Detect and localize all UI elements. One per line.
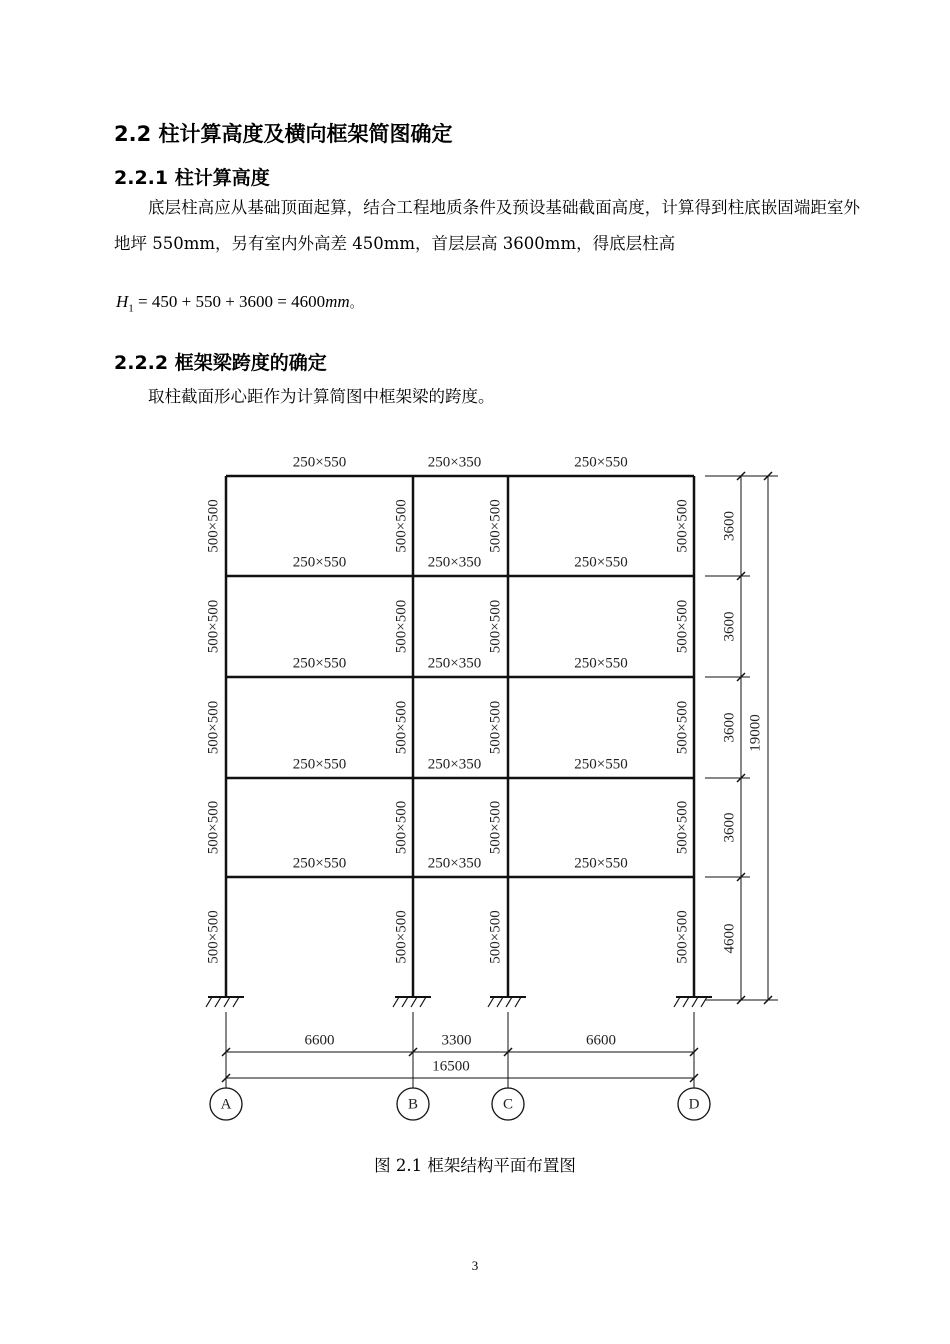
axis-label-C: C	[502, 1096, 514, 1113]
column-label: 500×500	[487, 499, 504, 553]
axis-label-D: D	[688, 1096, 700, 1113]
formula-end: 。	[349, 295, 363, 310]
support-hatch	[488, 997, 494, 1007]
column-label: 500×500	[393, 599, 410, 654]
section-title: 2.2 柱计算高度及横向框架简图确定	[114, 122, 453, 146]
span-label: 3300	[441, 1032, 472, 1049]
column-label: 500×500	[674, 800, 691, 855]
subsection-title-beam-span: 2.2.2 框架梁跨度的确定	[114, 352, 327, 374]
axis-label-A: A	[220, 1096, 232, 1113]
column-label: 500×500	[674, 910, 691, 964]
column-label: 500×500	[205, 499, 222, 553]
subsection-title-column-height: 2.2.1 柱计算高度	[114, 167, 270, 189]
beam-label: 250×550	[292, 756, 347, 773]
column-label: 500×500	[205, 800, 222, 855]
beam-label: 250×350	[427, 454, 482, 471]
support-hatch	[683, 997, 689, 1007]
support-hatch	[215, 997, 221, 1007]
beam-label: 250×550	[574, 554, 628, 571]
support-hatch	[224, 997, 230, 1007]
figure-caption: 图 2.1 框架结构平面布置图	[374, 1156, 576, 1175]
support-hatch	[420, 997, 426, 1007]
beam-label: 250×550	[292, 855, 347, 872]
support-hatch	[674, 997, 680, 1007]
column-label: 500×500	[205, 700, 222, 755]
beam-label: 250×550	[574, 655, 628, 672]
column-label: 500×500	[393, 499, 410, 553]
formula-unit: mm	[325, 292, 350, 311]
axis-label-B: B	[407, 1096, 419, 1113]
column-label: 500×500	[205, 599, 222, 654]
formula-subscript: 1	[128, 302, 134, 315]
support-hatch	[206, 997, 212, 1007]
column-label: 500×500	[487, 910, 504, 964]
beam-label: 250×550	[574, 855, 628, 872]
beam-label: 250×350	[427, 655, 482, 672]
support-hatch	[692, 997, 698, 1007]
span-label: 6600	[304, 1032, 335, 1049]
beam-label: 250×550	[574, 454, 628, 471]
support-hatch	[402, 997, 408, 1007]
page-number: 3	[471, 1258, 479, 1273]
column-label: 500×500	[487, 800, 504, 855]
beam-label: 250×550	[292, 655, 347, 672]
beam-label: 250×350	[427, 855, 482, 872]
support-hatch	[701, 997, 707, 1007]
beam-label: 250×550	[292, 554, 347, 571]
span-label: 6600	[586, 1032, 616, 1049]
support-hatch	[515, 997, 521, 1007]
support-hatch	[233, 997, 239, 1007]
column-label: 500×500	[487, 599, 504, 654]
support-hatch	[393, 997, 399, 1007]
story-height-label: 3600	[721, 812, 738, 843]
beam-label: 250×350	[427, 554, 482, 571]
story-height-label: 3600	[721, 511, 738, 541]
paragraph-beam-span: 取柱截面形心距作为计算简图中框架梁的跨度。	[148, 387, 495, 406]
column-label: 500×500	[487, 700, 504, 755]
formula-symbol: H	[116, 292, 129, 311]
support-hatch	[506, 997, 512, 1007]
formula-expression: = 450 + 550 + 3600 = 4600	[133, 292, 326, 311]
support-hatch	[497, 997, 503, 1007]
column-label: 500×500	[674, 599, 691, 654]
story-height-label: 4600	[721, 923, 738, 954]
story-height-label: 3600	[721, 712, 738, 743]
paragraph-column-height: 底层柱高应从基础顶面起算，结合工程地质条件及预设基础截面高度，计算得到柱底嵌固端距室外地坪 550mm，另有室内外高差 450mm，首层层高 3600mm，得底层柱高	[114, 198, 860, 253]
story-height-label: 3600	[721, 611, 738, 642]
support-hatch	[411, 997, 417, 1007]
beam-label: 250×550	[292, 454, 347, 471]
total-height-label: 19000	[747, 714, 764, 752]
column-label: 500×500	[393, 800, 410, 855]
column-label: 500×500	[393, 910, 410, 964]
beam-label: 250×550	[574, 756, 628, 773]
column-label: 500×500	[393, 700, 410, 755]
column-label: 500×500	[205, 910, 222, 964]
total-span-label: 16500	[432, 1058, 470, 1075]
column-label: 500×500	[674, 499, 691, 553]
beam-label: 250×350	[427, 756, 482, 773]
column-label: 500×500	[674, 700, 691, 755]
